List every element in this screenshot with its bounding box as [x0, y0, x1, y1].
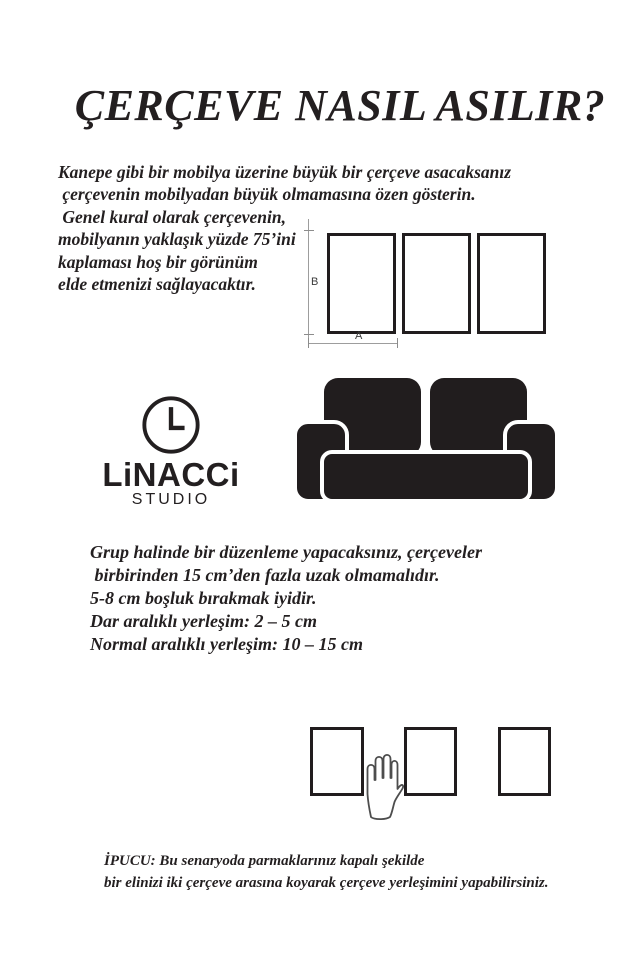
spacing-paragraph	[90, 541, 482, 656]
spacing-line: Grup halinde bir düzenleme yapacaksınız, çerçeveler	[90, 542, 482, 562]
intro-line: Genel kural olarak çerçevenin,	[58, 206, 286, 227]
width-dimension-line	[308, 343, 398, 344]
page-title: ÇERÇEVE NASIL ASILIR?	[74, 81, 606, 130]
height-dimension-label: B	[311, 276, 319, 288]
intro-line: mobilyanın yaklaşık yüzde 75’ini	[58, 229, 296, 250]
hand-icon	[361, 749, 405, 821]
spacing-line: 5-8 cm boşluk bırakmak iyidir.	[90, 588, 317, 608]
linacci-logo	[98, 394, 244, 508]
clock-icon	[140, 394, 202, 456]
frame-rect	[404, 727, 457, 796]
logo-wordmark: LiNACCi	[102, 456, 240, 493]
tip-paragraph	[104, 851, 549, 894]
dimension-tick	[308, 338, 309, 348]
dimension-tick	[304, 334, 314, 335]
intro-line: Kanepe gibi bir mobilya üzerine büyük bir çerçeve asacaksanız	[58, 162, 512, 182]
tip-line: bir elinizi iki çerçeve arasına koyarak çerçeve yerleşimini yapabilirsiniz.	[104, 874, 549, 891]
frame-rect	[477, 233, 546, 334]
height-dimension-line	[308, 219, 309, 345]
sofa-icon	[293, 377, 559, 503]
frame-rect	[498, 727, 551, 796]
frame-rect	[310, 727, 364, 796]
intro-line: kaplaması hoş bir görünüm	[58, 251, 258, 272]
logo-subtitle: STUDIO	[131, 491, 211, 508]
spacing-line: birbirinden 15 cm’den fazla uzak olmamalıdır.	[90, 565, 440, 585]
intro-line: elde etmenizi sağlayacaktır.	[58, 274, 256, 295]
tip-line: İPUCU: Bu senaryoda parmaklarınız kapalı şekilde	[104, 853, 425, 869]
width-dimension-label: A	[355, 330, 363, 342]
spacing-line: Dar aralıklı yerleşim: 2 – 5 cm	[90, 611, 317, 631]
dimension-tick	[304, 230, 314, 231]
frame-rect	[327, 233, 396, 334]
spacing-line: Normal aralıklı yerleşim: 10 – 15 cm	[90, 634, 363, 654]
intro-line: çerçevenin mobilyadan büyük olmamasına özen gösterin.	[58, 184, 476, 205]
frame-rect	[402, 233, 471, 334]
dimension-tick	[397, 338, 398, 348]
